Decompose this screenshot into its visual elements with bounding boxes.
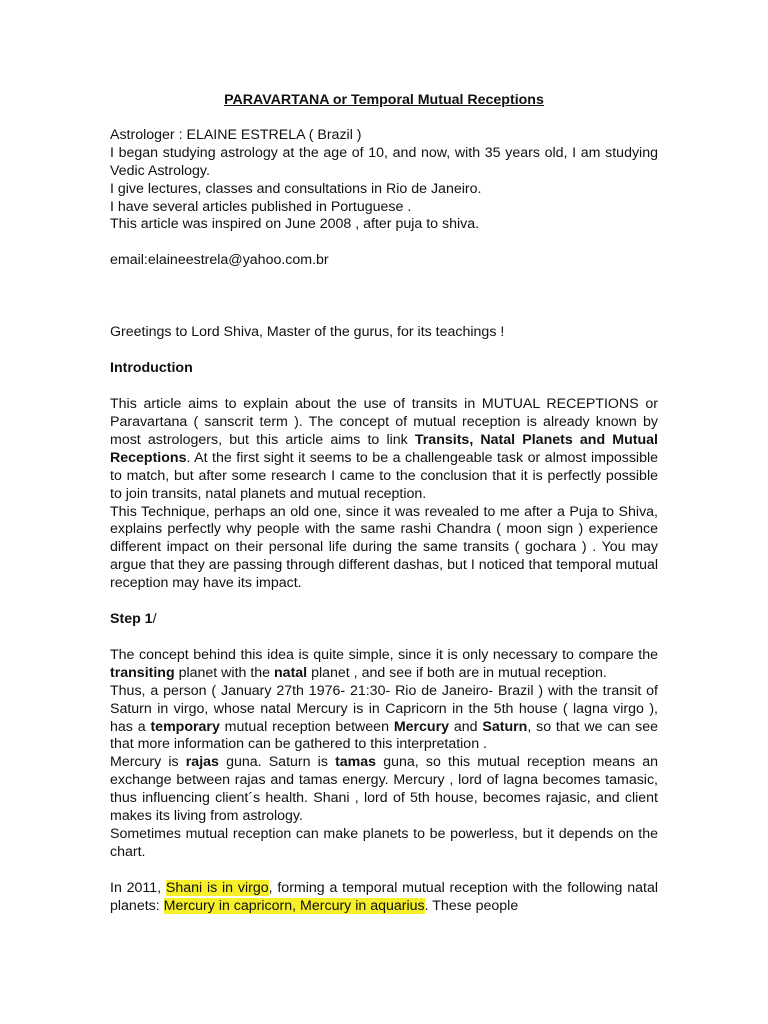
text-run: This article aims to explain about the use of transits in MUTUAL RECEPTIONS or Paravartana ( sanscrit term ). The concept of mutual reception is already known by most astrologers, but this article aims to link bbox=[110, 396, 658, 448]
text-run: planet , and see if both are in mutual reception. bbox=[307, 664, 607, 681]
step1-paragraph-1 bbox=[110, 647, 658, 683]
bold-text: rajas bbox=[185, 754, 219, 771]
highlighted-text: Shani is in virgo bbox=[165, 879, 269, 896]
text-run: , so that we can see that more information can be gathered to this interpretation . bbox=[110, 718, 658, 753]
step1-paragraph-3 bbox=[110, 754, 658, 826]
spacer bbox=[110, 342, 658, 360]
spacer bbox=[110, 234, 658, 252]
text-run: / bbox=[152, 611, 157, 628]
introduction-paragraph-2: This Technique, perhaps an old one, since it was revealed to me after a Puja to Shiva, explains perfectly why people with the same rashi Chandra ( moon sign ) experience different impact on their personal life during the same transits ( gochara ) . You may argue that they are passing through different dashas, but I noticed that temporal mutual reception may have its impact. bbox=[110, 503, 658, 592]
text-run: guna. Saturn is bbox=[218, 754, 336, 771]
bold-text: natal bbox=[274, 664, 308, 681]
bold-text: temporary bbox=[150, 718, 220, 735]
highlighted-text: Mercury in capricorn, Mercury in aquarius bbox=[163, 897, 425, 914]
spacer bbox=[110, 378, 658, 396]
introduction-paragraph-1 bbox=[110, 396, 658, 503]
text-run: and bbox=[449, 718, 483, 735]
text-run: . At the first sight it seems to be a challengeable task or almost impossible to match, but after some research I came to the conclusion that it is perfectly possible to join transits, natal planets and mutual reception. bbox=[110, 449, 658, 502]
spacer bbox=[110, 629, 658, 647]
document-title: PARAVARTANA or Temporal Mutual Receptions bbox=[224, 92, 544, 108]
bold-text: Saturn bbox=[482, 718, 528, 735]
step1-paragraph-4: Sometimes mutual reception can make planets to be powerless, but it depends on the chart. bbox=[110, 826, 658, 860]
author-bio: I began studying astrology at the age of 10, and now, with 35 years old, I am studying Vedic Astrology. bbox=[110, 144, 658, 179]
text-run: guna, so this mutual reception means an exchange between rajas and tamas energy. Mercury , lord of lagna becomes tamasic, thus influencing client´s health. Shani , lord of 5th house, becomes rajasic, and client makes its living from astrology. bbox=[110, 754, 658, 825]
text-run: planet with the bbox=[174, 664, 275, 681]
text-run: Thus, a person ( January 27th 1976- 21:30- Rio de Janeiro- Brazil ) with the transit of Saturn in virgo, whose natal Mercury is in Capricorn in the 5th house ( lagna virgo ), has a bbox=[110, 682, 658, 735]
author-articles: I have several articles published in Portuguese . bbox=[110, 198, 412, 215]
text-run: In 2011, bbox=[110, 879, 166, 896]
bold-text: transiting bbox=[110, 664, 175, 681]
step1-paragraph-5 bbox=[110, 880, 658, 916]
bold-text: tamas bbox=[335, 754, 377, 771]
text-run: The concept behind this idea is quite simple, since it is only necessary to compare the bbox=[110, 646, 658, 663]
author-email: email:elaineestrela@yahoo.com.br bbox=[110, 252, 329, 269]
step1-heading-label: Step 1 bbox=[110, 611, 153, 628]
bold-text: Mercury bbox=[393, 718, 450, 735]
text-run: mutual reception between bbox=[219, 718, 394, 735]
author-lectures: I give lectures, classes and consultations in Rio de Janeiro. bbox=[110, 180, 482, 197]
bold-text: Transits, Natal Planets and Mutual Receptions bbox=[110, 431, 658, 466]
author-line: Astrologer : ELAINE ESTRELA ( Brazil ) bbox=[110, 126, 362, 143]
introduction-heading: Introduction bbox=[110, 360, 193, 377]
step1-heading bbox=[110, 611, 658, 629]
step1-paragraph-2 bbox=[110, 683, 658, 755]
text-run: Mercury is bbox=[110, 754, 186, 771]
article-inspiration: This article was inspired on June 2008 , after puja to shiva. bbox=[110, 216, 480, 233]
text-run: . These people bbox=[424, 897, 519, 914]
spacer bbox=[110, 862, 658, 880]
text-run: , forming a temporal mutual reception with the following natal planets: bbox=[110, 879, 659, 914]
greeting-line: Greetings to Lord Shiva, Master of the gurus, for its teachings ! bbox=[110, 324, 505, 341]
spacer bbox=[110, 593, 658, 611]
spacer bbox=[110, 270, 658, 324]
